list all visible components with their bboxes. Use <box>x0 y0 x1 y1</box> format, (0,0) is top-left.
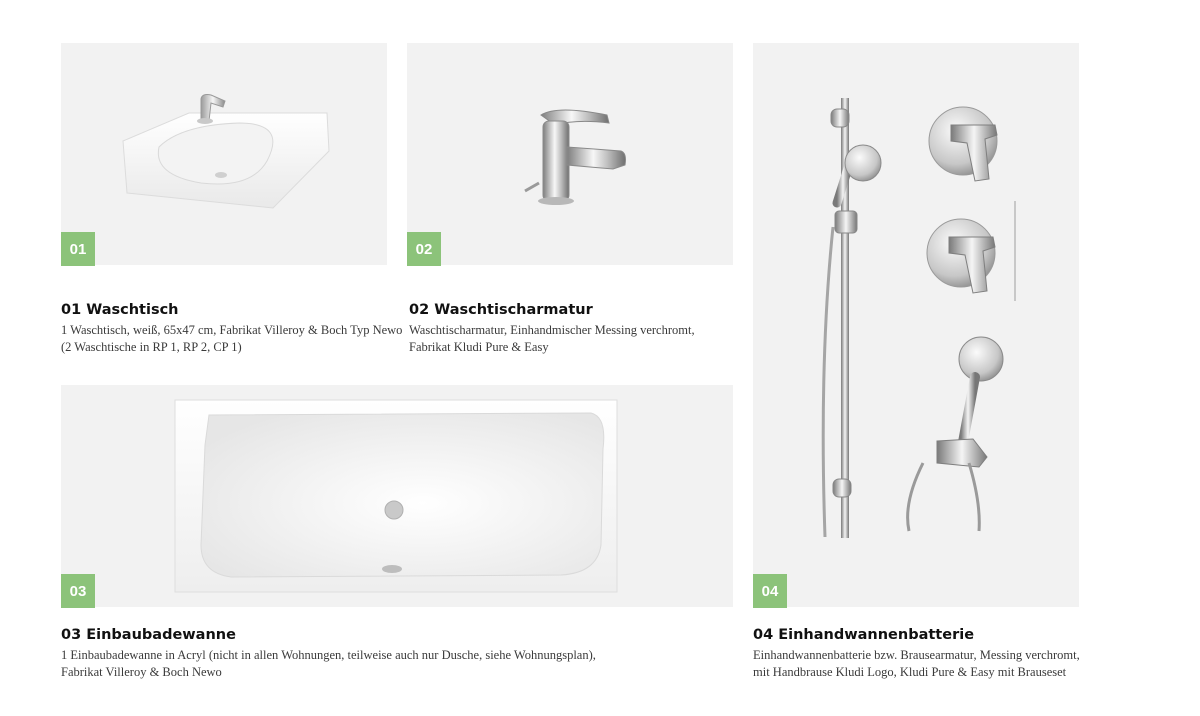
item-number-badge: 02 <box>407 232 441 266</box>
item-number-badge: 03 <box>61 574 95 608</box>
product-image-faucet <box>407 43 733 265</box>
washbasin-illustration <box>61 43 387 265</box>
faucet-illustration <box>407 43 733 265</box>
description-line: 1 Einbaubadewanne in Acryl (nicht in allen Wohnungen, teilweise auch nur Dusche, siehe Wohnungsplan), <box>61 648 596 662</box>
bathtub-illustration <box>61 385 733 607</box>
item-description <box>61 647 596 681</box>
item-description <box>753 647 1080 681</box>
item-title: 03 Einbaubadewanne <box>61 627 236 643</box>
item-title: 02 Waschtischarmatur <box>409 302 593 318</box>
product-image-bathtub <box>61 385 733 607</box>
description-line: (2 Waschtische in RP 1, RP 2, CP 1) <box>61 340 242 354</box>
shower-set-illustration <box>753 43 1079 607</box>
description-line: mit Handbrause Kludi Logo, Kludi Pure & Easy mit Brauseset <box>753 665 1067 679</box>
item-title: 04 Einhandwannenbatterie <box>753 627 975 643</box>
description-line: Einhandwannenbatterie bzw. Brausearmatur, Messing verchromt, <box>753 648 1080 662</box>
item-number-badge: 04 <box>753 574 787 608</box>
description-line: Fabrikat Villeroy & Boch Newo <box>61 665 222 679</box>
description-line: Fabrikat Kludi Pure & Easy <box>409 340 549 354</box>
description-line: 1 Waschtisch, weiß, 65x47 cm, Fabrikat Villeroy & Boch Typ Newo <box>61 323 403 337</box>
product-image-washbasin <box>61 43 387 265</box>
description-line: Waschtischarmatur, Einhandmischer Messing verchromt, <box>409 323 695 337</box>
item-number-badge: 01 <box>61 232 95 266</box>
item-description <box>409 322 695 356</box>
item-description <box>61 322 402 356</box>
product-image-shower-set <box>753 43 1079 607</box>
item-title: 01 Waschtisch <box>61 302 179 318</box>
